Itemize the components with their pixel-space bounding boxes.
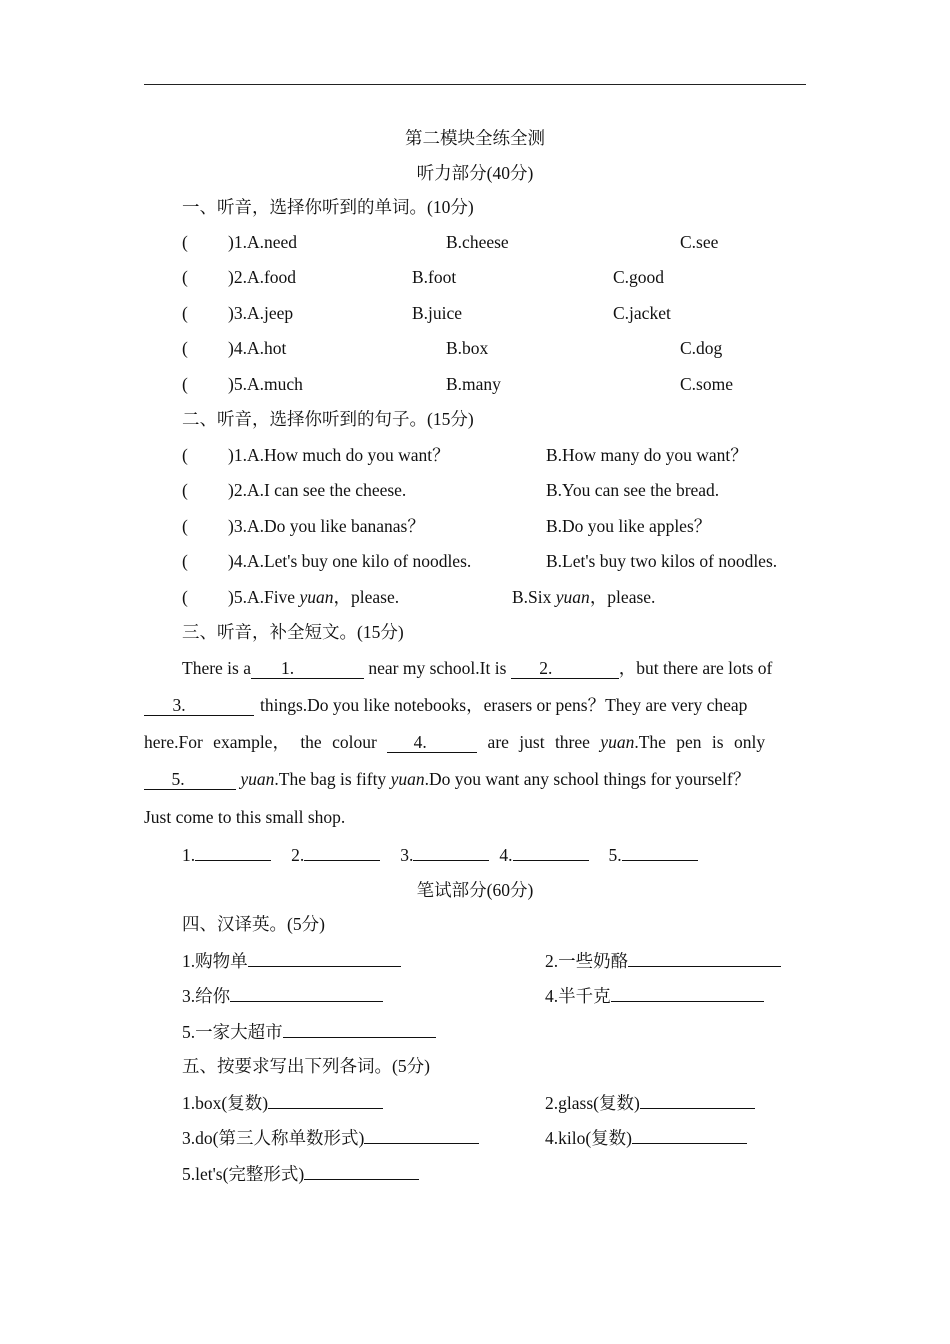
top-rule: [144, 84, 806, 85]
part4-item-2: 2.一些奶酪: [545, 948, 781, 972]
page-title: 第二模块全练全测: [405, 128, 545, 148]
answer-paren[interactable]: (: [182, 232, 188, 252]
passage-blank-2[interactable]: 2.: [511, 658, 619, 679]
part3-heading: 三、听音，补全短文。(15分): [182, 622, 404, 642]
option-c: C.some: [680, 374, 733, 394]
answer-blank-5[interactable]: [622, 842, 698, 861]
answer-blank[interactable]: [364, 1125, 479, 1144]
answer-blank[interactable]: [628, 948, 781, 967]
answer-paren[interactable]: (: [182, 516, 188, 536]
part5-item-1: 1.box(复数): [182, 1090, 383, 1114]
option-b: B.Six yuan，please.: [512, 587, 656, 607]
option-a: )1.A.How much do you want？: [228, 445, 450, 465]
part1-item-4: [182, 336, 806, 360]
part2-item-1: [182, 443, 806, 467]
passage-line-3: here.For example， the colour 4. are just three yuan.The pen is only: [144, 732, 766, 752]
part1-item-5: [182, 372, 806, 396]
part5-heading: 五、按要求写出下列各词。(5分): [182, 1056, 430, 1076]
answer-blank[interactable]: [632, 1125, 747, 1144]
option-b: B.You can see the bread.: [546, 480, 720, 500]
option-b: B.many: [446, 374, 501, 394]
answer-paren[interactable]: (: [182, 551, 188, 571]
part4-item-5: 5.一家大超市: [182, 1019, 436, 1043]
answer-paren[interactable]: (: [182, 445, 188, 465]
part5-item-4: 4.kilo(复数): [545, 1125, 747, 1149]
part1-item-1: [182, 230, 806, 254]
passage-blank-3[interactable]: 3.: [144, 695, 254, 716]
answer-blank-4[interactable]: [513, 842, 589, 861]
part4-heading: 四、汉译英。(5分): [182, 914, 325, 934]
part2-item-3: [182, 514, 806, 538]
answer-blank[interactable]: [248, 948, 401, 967]
answer-blank[interactable]: [283, 1019, 436, 1038]
part1-item-2: [182, 265, 806, 289]
answer-blank[interactable]: [304, 1161, 419, 1180]
part4-item-4: 4.半千克: [545, 983, 764, 1007]
passage-blank-1[interactable]: 1.: [251, 658, 364, 679]
answer-blank-2[interactable]: [304, 842, 380, 861]
passage-blank-5[interactable]: 5.: [144, 769, 236, 790]
part1-heading: 一、听音，选择你听到的单词。(10分): [182, 197, 474, 217]
option-a: )5.A.Five yuan，please.: [228, 587, 400, 607]
option-b: B.cheese: [446, 232, 509, 252]
option-c: C.good: [613, 267, 665, 287]
option-b: B.foot: [412, 267, 457, 287]
option-c: C.dog: [680, 338, 723, 358]
option-b: B.box: [446, 338, 489, 358]
option-a: )3.A.Do you like bananas？: [228, 516, 425, 536]
answer-paren[interactable]: (: [182, 303, 188, 323]
answer-paren[interactable]: (: [182, 338, 188, 358]
option-a: )1.A.need: [228, 232, 298, 252]
option-a: )2.A.food: [228, 267, 297, 287]
answer-blank[interactable]: [611, 983, 764, 1002]
answer-paren[interactable]: (: [182, 267, 188, 287]
part5-item-3: 3.do(第三人称单数形式): [182, 1125, 479, 1149]
part4-item-1: 1.购物单: [182, 948, 401, 972]
option-a: )2.A.I can see the cheese.: [228, 480, 407, 500]
part5-item-2: 2.glass(复数): [545, 1090, 755, 1114]
option-a: )5.A.much: [228, 374, 303, 394]
answer-blanks-row: 1. 2. 3. 4. 5.: [182, 842, 698, 866]
listening-heading: 听力部分(40分): [416, 163, 534, 183]
part5-item-5: 5.let's(完整形式): [182, 1161, 419, 1185]
answer-paren[interactable]: (: [182, 480, 188, 500]
answer-paren[interactable]: (: [182, 374, 188, 394]
option-b: B.Let's buy two kilos of noodles.: [546, 551, 778, 571]
option-b: B.Do you like apples？: [546, 516, 712, 536]
passage-blank-4[interactable]: 4.: [387, 732, 477, 753]
option-c: C.see: [680, 232, 719, 252]
answer-blank[interactable]: [230, 983, 383, 1002]
passage-line-5: Just come to this small shop.: [144, 807, 346, 827]
passage-line-2: [144, 693, 806, 717]
option-a: )4.A.hot: [228, 338, 287, 358]
part2-item-4: [182, 549, 806, 573]
part2-item-5: [182, 585, 806, 609]
passage-line-4: 5. yuan.The bag is fifty yuan.Do you want any school things for yourself？: [144, 767, 806, 791]
answer-blank-3[interactable]: [413, 842, 489, 861]
passage-text-2: things.Do you like notebooks，erasers or pens？They are very cheap: [260, 695, 748, 715]
passage-line-1: There is a 1. near my school.It is 2. ，but there are lots of: [182, 658, 773, 678]
part2-item-2: [182, 478, 806, 502]
answer-blank[interactable]: [640, 1090, 755, 1109]
answer-paren[interactable]: (: [182, 587, 188, 607]
part1-item-3: [182, 301, 806, 325]
answer-blank[interactable]: [268, 1090, 383, 1109]
answer-blank-1[interactable]: [195, 842, 271, 861]
part2-heading: 二、听音，选择你听到的句子。(15分): [182, 409, 474, 429]
part4-item-3: 3.给你: [182, 983, 383, 1007]
option-a: )4.A.Let's buy one kilo of noodles.: [228, 551, 472, 571]
option-b: B.juice: [412, 303, 463, 323]
option-a: )3.A.jeep: [228, 303, 294, 323]
option-b: B.How many do you want？: [546, 445, 748, 465]
option-c: C.jacket: [613, 303, 671, 323]
writing-heading: 笔试部分(60分): [416, 880, 534, 900]
